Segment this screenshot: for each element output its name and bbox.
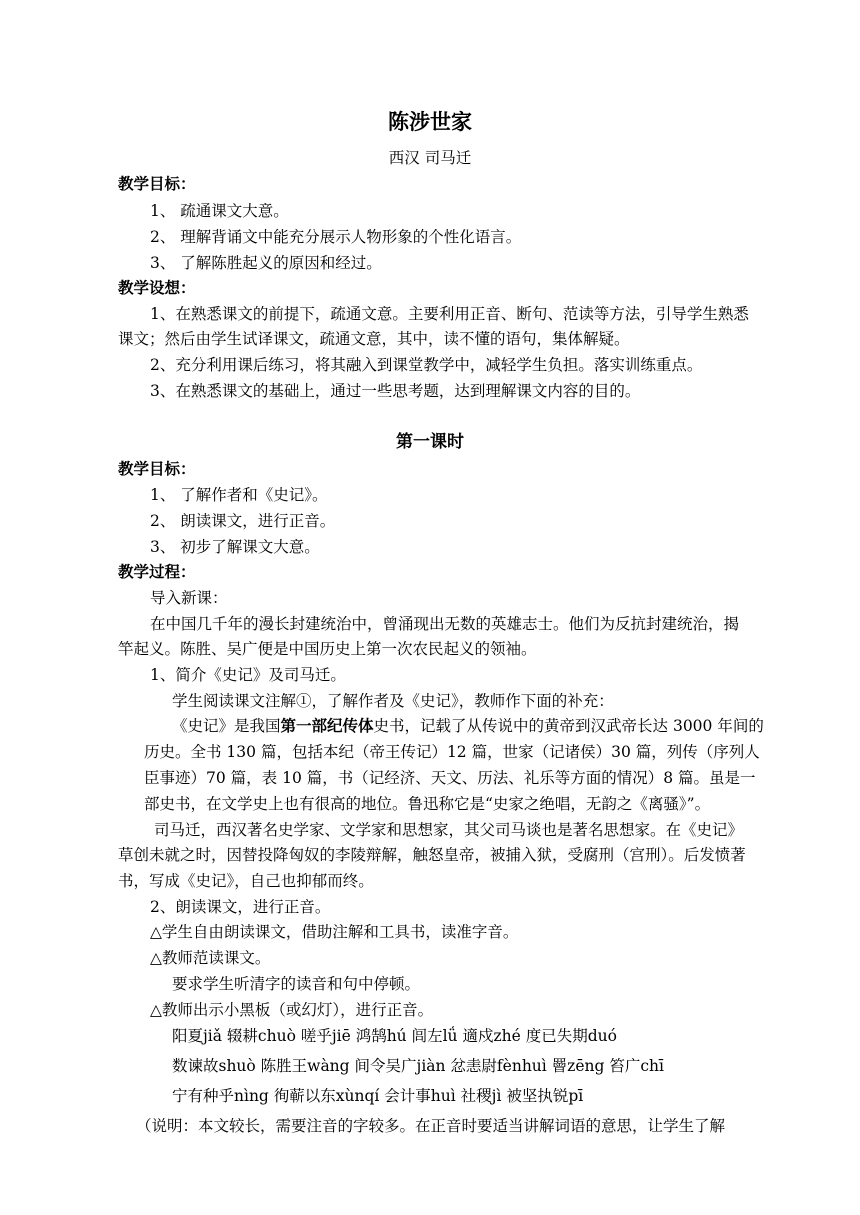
activity-2-note: 要求学生听清字的读音和句中停顿。 bbox=[172, 975, 421, 993]
intro-text: 在中国几千年的漫长封建统治中，曾涌现出无数的英雄志士。他们为反抗封建统治，揭 bbox=[150, 615, 740, 633]
document-title: 陈涉世家 bbox=[388, 109, 472, 134]
shiji-line: 部史书，在文学史上也有很高的地位。鲁迅称它是“史家之绝唱，无韵之《离骚》”。 bbox=[144, 795, 711, 813]
sima-line: 司马迁，西汉著名史学家、文学家和思想家，其父司马谈也是著名思想家。在《史记》 bbox=[154, 821, 744, 839]
design-line: 课文；然后由学生试译课文，疏通文意，其中，读不懂的语句，集体解疑。 bbox=[118, 330, 630, 348]
shiji-line: 历史。全书 130 篇，包括本纪（帝王传记）12 篇，世家（记诸侯）30 篇，列传（序列人 bbox=[144, 743, 760, 761]
step-1-note: 学生阅读课文注解①，了解作者及《史记》，教师作下面的补充： bbox=[172, 692, 614, 710]
goals2-heading: 教学目标： bbox=[118, 459, 196, 478]
design-line: 3、在熟悉课文的基础上，通过一些思考题，达到理解课文内容的目的。 bbox=[150, 382, 641, 400]
goal-item: 1、 疏通课文大意。 bbox=[150, 202, 289, 220]
step-1: 1、简介《史记》及司马迁。 bbox=[150, 666, 346, 684]
step-2: 2、朗读课文，进行正音。 bbox=[150, 898, 331, 916]
design-heading: 教学设想： bbox=[118, 278, 196, 297]
goal-item: 3、 初步了解课文大意。 bbox=[150, 538, 320, 556]
process-heading: 教学过程： bbox=[118, 562, 196, 581]
pronunciation-row: 数谏故shuò 陈胜王wàng 间令吴广jiàn 忿恚尉fènhuì 罾zēng 笞广chī bbox=[172, 1057, 664, 1075]
intro-text: 竿起义。陈胜、吴广便是中国历史上第一次农民起义的领袖。 bbox=[118, 640, 537, 658]
design-line: 2、充分利用课后练习，将其融入到课堂教学中，减轻学生负担。落实训练重点。 bbox=[150, 356, 703, 374]
pronunciation-row: 阳夏jiǎ 辍耕chuò 嗟乎jiē 鸿鹄hú 闾左lǘ 適戍zhé 度已失期duó bbox=[172, 1027, 617, 1045]
activity-2: △教师范读课文。 bbox=[150, 949, 271, 967]
section-heading: 第一课时 bbox=[396, 432, 464, 452]
goal-item: 2、 理解背诵文中能充分展示人物形象的个性化语言。 bbox=[150, 228, 522, 246]
shiji-line: 臣事迹）70 篇，表 10 篇，书（记经济、天文、历法、礼乐等方面的情况）8 篇。虽是一 bbox=[144, 769, 756, 787]
shiji-text: 《史记》是我国 bbox=[172, 717, 281, 735]
intro-label: 导入新课： bbox=[150, 589, 228, 607]
pronunciation-row: 宁有种乎nìng 徇蕲以东xùnqí 会计事huì 社稷jì 被坚执锐pī bbox=[172, 1087, 584, 1105]
goal-item: 3、 了解陈胜起义的原因和经过。 bbox=[150, 254, 382, 272]
author-line: 西汉 司马迁 bbox=[388, 149, 472, 167]
goal-item: 2、 朗读课文，进行正音。 bbox=[150, 512, 336, 530]
sima-line: 草创未就之时，因替投降匈奴的李陵辩解，触怒皇帝，被捕入狱，受腐刑（宫刑）。后发愤著 bbox=[118, 846, 746, 864]
design-line: 1、在熟悉课文的前提下，疏通文意。主要利用正音、断句、范读等方法，引导学生熟悉 bbox=[150, 305, 749, 323]
shiji-text: 史书，记载了从传说中的黄帝到汉武帝长达 3000 年间的 bbox=[373, 717, 764, 735]
activity-1: △学生自由朗读课文，借助注解和工具书，读准字音。 bbox=[150, 923, 519, 941]
explanation-note: （说明：本文较长，需要注音的字较多。在正音时要适当讲解词语的意思，让学生了解 bbox=[136, 1117, 726, 1135]
shiji-paragraph bbox=[172, 716, 764, 736]
goal-item: 1、 了解作者和《史记》。 bbox=[150, 486, 328, 504]
sima-line: 书，写成《史记》，自己也抑郁而终。 bbox=[118, 872, 374, 890]
activity-3: △教师出示小黑板（或幻灯），进行正音。 bbox=[150, 1001, 434, 1019]
shiji-emphasis: 第一部纪传体 bbox=[280, 716, 374, 735]
goals-heading: 教学目标： bbox=[118, 174, 196, 193]
